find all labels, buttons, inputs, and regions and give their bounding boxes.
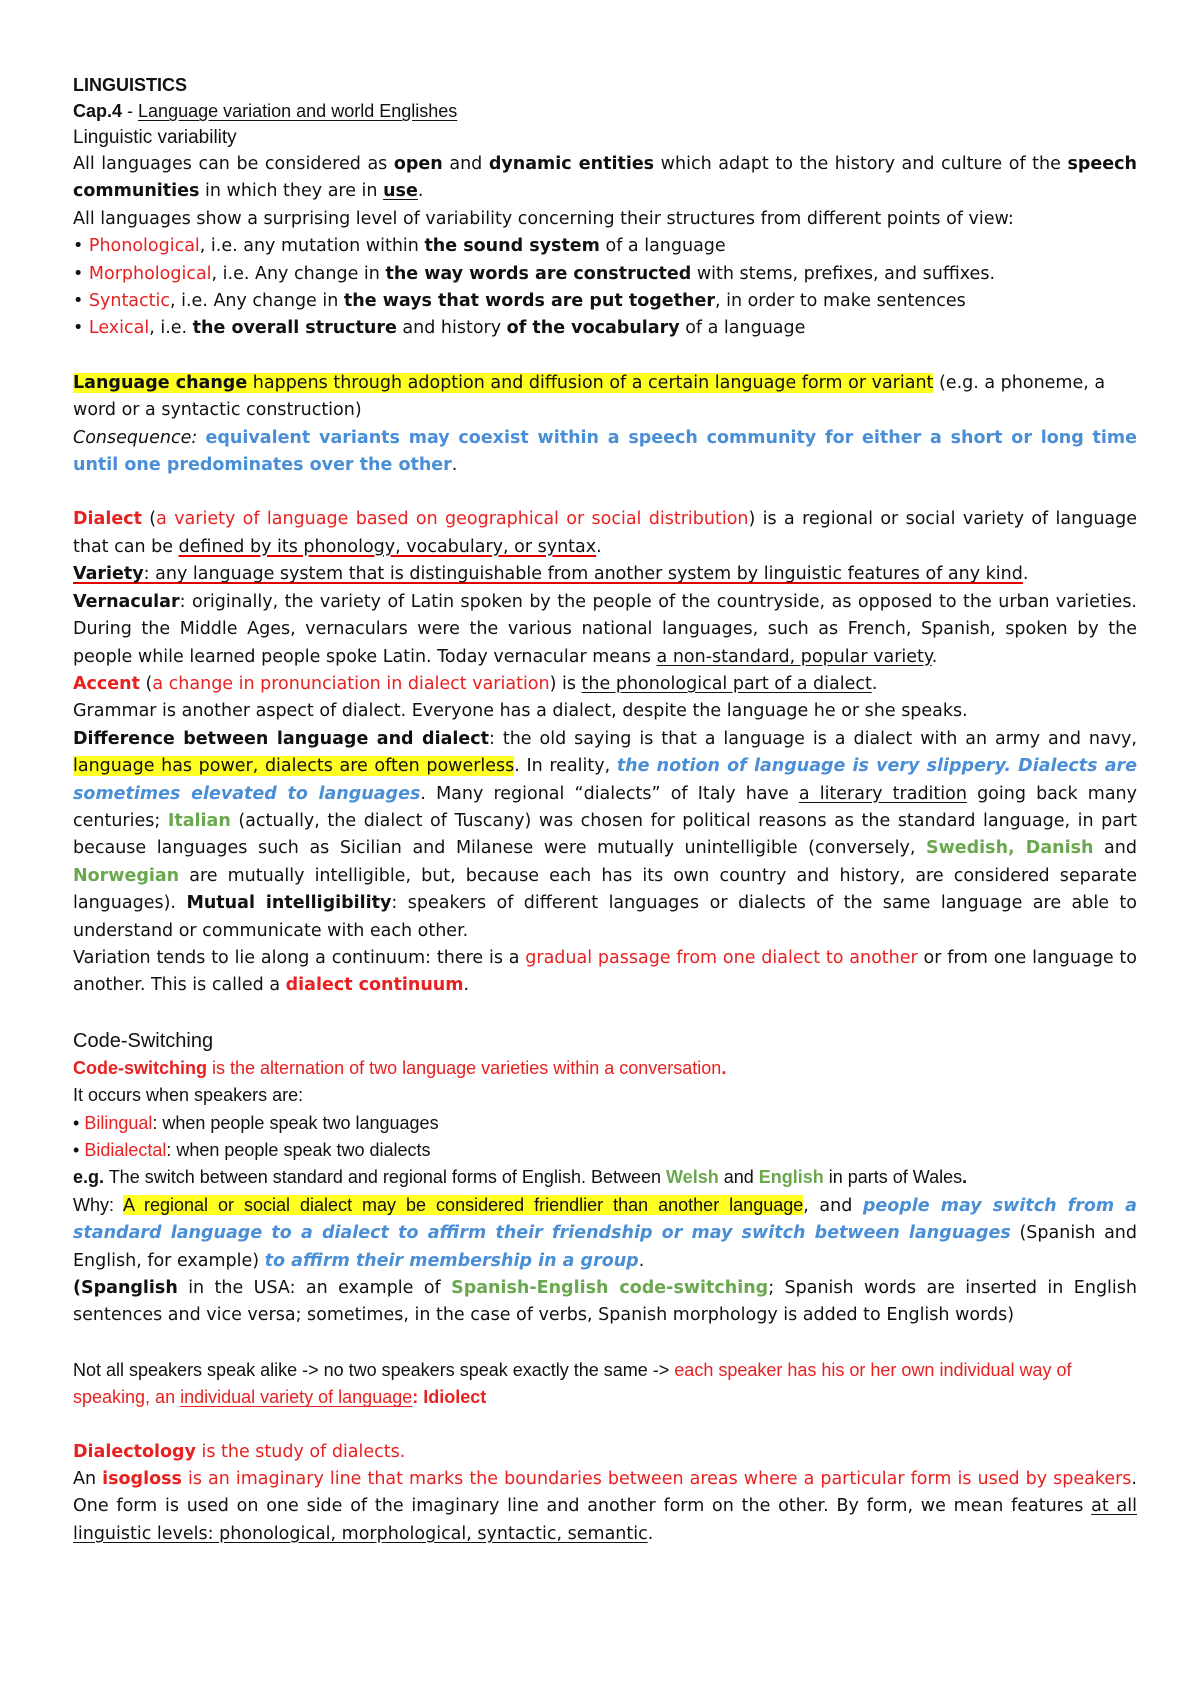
label-consequence: Consequence: bbox=[73, 427, 206, 448]
term: the sound system bbox=[424, 236, 600, 257]
text: of a language bbox=[679, 318, 806, 339]
document-title bbox=[73, 72, 1137, 98]
term-code-switching: Code-switching bbox=[73, 1057, 207, 1078]
document-page bbox=[73, 72, 1137, 1548]
term: the way words are constructed bbox=[385, 263, 692, 284]
text: and history bbox=[396, 318, 507, 339]
text: . One form is used on one side of the imaginary line and another form on the other. By form, we mean features bbox=[73, 1469, 1137, 1517]
text: , and bbox=[803, 1195, 863, 1216]
difference-paragraph bbox=[73, 726, 1137, 945]
chapter-number: Cap.4 bbox=[73, 101, 123, 121]
term-open: open bbox=[393, 154, 443, 174]
bullet: • bbox=[73, 1112, 85, 1133]
text: . bbox=[451, 455, 458, 476]
green-term: Welsh bbox=[666, 1167, 719, 1188]
text: . bbox=[931, 646, 938, 667]
text: (e.g. a phoneme, a word or a syntactic construction) bbox=[73, 372, 1106, 421]
bullet: • bbox=[73, 291, 89, 312]
term: Lexical bbox=[88, 318, 150, 339]
bullet-phonological bbox=[73, 233, 1137, 260]
term: Bilingual bbox=[84, 1112, 153, 1133]
title-text: LINGUISTICS bbox=[73, 75, 188, 95]
text: : bbox=[412, 1387, 424, 1408]
example-line bbox=[73, 1164, 1137, 1191]
term-speech-communities: speech communities bbox=[73, 154, 1137, 202]
why-paragraph bbox=[73, 1192, 1137, 1275]
heading-text: Code-Switching bbox=[73, 1029, 214, 1052]
term: the ways that words are put together bbox=[343, 291, 715, 312]
underlined-text: defined by its phonology, vocabulary, or syntax bbox=[178, 536, 597, 557]
dialect-definition bbox=[73, 506, 1137, 561]
highlighted-text: happens through adoption and diffusion of a certain language form or variant bbox=[247, 372, 934, 393]
spacer bbox=[73, 1330, 1137, 1357]
text: which adapt to the history and culture of the bbox=[654, 154, 1068, 174]
text: are mutually intelligible, but, because each has its own country and history, are considered separate languages). bbox=[73, 865, 1137, 914]
term-isogloss: isogloss bbox=[102, 1469, 182, 1490]
dialectology-definition bbox=[73, 1439, 1137, 1466]
green-term: Swedish, Danish bbox=[926, 838, 1094, 859]
text: ( bbox=[139, 673, 153, 694]
term-language-change: Language change bbox=[73, 372, 248, 393]
underlined-text: at all linguistic levels: phonological, morphological, syntactic, semantic bbox=[73, 1496, 1137, 1544]
continuum-paragraph bbox=[73, 945, 1137, 1000]
text: ) is a regional or social variety of language that can be bbox=[73, 509, 1138, 557]
consequence-text: equivalent variants may coexist within a speech community for either a short or long time until one predominates over the other bbox=[73, 427, 1137, 476]
text: (actually, the dialect of Tuscany) was chosen for political reasons as the standard language, in part because languages such as Sicilian and Milanese were mutually unintelligible (conversely, bbox=[73, 810, 1137, 859]
text: . bbox=[596, 536, 602, 557]
spacer bbox=[73, 343, 1137, 370]
bullet-bidialectal bbox=[73, 1137, 1137, 1164]
red-text: each speaker has his or her own individual way of speaking, an bbox=[73, 1359, 1072, 1408]
text: , in order to make sentences bbox=[714, 291, 966, 312]
idiolect-paragraph bbox=[73, 1357, 1137, 1412]
text: in which they are in bbox=[199, 181, 384, 202]
text: . bbox=[463, 975, 470, 996]
text: Not all speakers speak alike -> no two speakers speak exactly the same -> bbox=[73, 1359, 675, 1380]
text: in parts of Wales bbox=[823, 1167, 963, 1188]
text: . bbox=[638, 1250, 645, 1271]
text: : speakers of different languages or dialects of the same language are able to understand or communicate with each other. bbox=[73, 893, 1137, 941]
green-term: Italian bbox=[167, 810, 231, 831]
term-vernacular: Vernacular bbox=[73, 591, 180, 612]
term-spanglish: (Spanglish bbox=[73, 1278, 178, 1299]
highlighted-text: language has power, dialects are often powerless bbox=[73, 756, 515, 777]
bullet: • bbox=[73, 236, 89, 257]
definition: is an imaginary line that marks the boundaries between areas where a particular form is used by speakers bbox=[181, 1469, 1132, 1490]
term: Bidialectal bbox=[84, 1140, 167, 1160]
text: ) is bbox=[549, 673, 582, 694]
spanglish-paragraph bbox=[73, 1275, 1137, 1330]
grammar-sentence: Grammar is another aspect of dialect. Everyone has a dialect, despite the language he or she speaks. bbox=[73, 701, 968, 722]
text: : bbox=[143, 564, 156, 585]
term-dialectology: Dialectology bbox=[73, 1441, 196, 1462]
accent-definition bbox=[73, 671, 1137, 698]
text: (Spanish and English, for example) bbox=[73, 1223, 1137, 1271]
bullet: • bbox=[73, 263, 89, 284]
definition: is the alternation of two language varieties within a conversation bbox=[207, 1057, 722, 1078]
green-term: English bbox=[758, 1167, 824, 1188]
spacer bbox=[73, 479, 1137, 506]
definition: any language system that is distinguishable from another system by linguistic features of any kind bbox=[155, 564, 1023, 585]
consequence-paragraph bbox=[73, 425, 1137, 480]
blue-text: the notion of language is very slippery. Dialects are sometimes elevated to languages bbox=[73, 756, 1137, 804]
term: Syntactic bbox=[88, 291, 170, 312]
text: : the old saying is that a language is a dialect with an army and navy, bbox=[489, 728, 1137, 749]
green-term: Spanish-English code-switching bbox=[451, 1278, 769, 1299]
bullet-lexical bbox=[73, 315, 1137, 342]
text: : when people speak two languages bbox=[152, 1112, 439, 1133]
definition: a variety of language based on geographical or social distribution bbox=[156, 509, 749, 530]
text: of a language bbox=[599, 236, 726, 257]
chapter-line bbox=[73, 98, 1137, 124]
text: with stems, prefixes, and suffixes. bbox=[691, 263, 996, 284]
text: and bbox=[718, 1167, 759, 1188]
bullet-syntactic bbox=[73, 288, 1137, 315]
blue-text: to affirm their membership in a group bbox=[264, 1250, 639, 1271]
term: Morphological bbox=[88, 263, 212, 284]
bullet-bilingual bbox=[73, 1110, 1137, 1137]
underlined-text: individual variety of language bbox=[180, 1387, 413, 1408]
code-switching-definition bbox=[73, 1055, 1137, 1082]
text: . bbox=[871, 673, 878, 694]
text: Variation tends to lie along a continuum: there is a bbox=[73, 947, 526, 968]
term-dialect: Dialect bbox=[73, 509, 142, 530]
chapter-subtitle: Language variation and world Englishes bbox=[138, 101, 458, 121]
bullet: • bbox=[73, 1140, 85, 1160]
term-dynamic-entities: dynamic entities bbox=[488, 154, 655, 174]
text: , i.e. Any change in bbox=[170, 291, 344, 312]
red-text: gradual passage from one dialect to another bbox=[525, 947, 918, 968]
heading-text: Linguistic variability bbox=[73, 127, 237, 148]
highlighted-text: A regional or social dialect may be considered friendlier than another language bbox=[123, 1194, 804, 1215]
text: and bbox=[442, 154, 489, 174]
text: . bbox=[647, 1523, 654, 1544]
term-mutual-intelligibility: Mutual intelligibility bbox=[186, 893, 392, 914]
spacer bbox=[73, 1412, 1137, 1439]
text: . bbox=[721, 1057, 727, 1078]
term-use: use bbox=[383, 181, 418, 202]
term-difference: Difference between language and dialect bbox=[73, 728, 489, 749]
underlined-text: a non-standard, popular variety bbox=[656, 646, 932, 667]
term: the overall structure bbox=[192, 318, 397, 339]
bullet-morphological bbox=[73, 261, 1137, 288]
text: or from one language to another. This is called a bbox=[73, 947, 1137, 996]
term-idiolect: Idiolect bbox=[423, 1387, 487, 1408]
term: of the vocabulary bbox=[506, 318, 680, 339]
text: , i.e. Any change in bbox=[211, 263, 386, 284]
text: All languages can be considered as bbox=[73, 154, 394, 174]
underlined-text: the phonological part of a dialect bbox=[581, 673, 872, 694]
text: ( bbox=[141, 509, 157, 530]
green-term: Norwegian bbox=[73, 865, 180, 886]
label-why: Why: bbox=[73, 1194, 123, 1215]
definition: a change in pronunciation in dialect variation bbox=[152, 673, 550, 694]
text: . bbox=[1022, 564, 1029, 585]
text: An bbox=[73, 1469, 103, 1490]
term-accent: Accent bbox=[73, 673, 140, 694]
term-dialect-continuum: dialect continuum bbox=[285, 975, 464, 996]
text: and bbox=[1093, 838, 1137, 859]
vernacular-definition bbox=[73, 589, 1137, 671]
text: ; Spanish words are inserted in English sentences and vice versa; sometimes, in the case of verbs, Spanish morphology is added to English words) bbox=[73, 1278, 1137, 1326]
text: . bbox=[962, 1167, 968, 1188]
text: . In reality, bbox=[514, 756, 617, 777]
spacer bbox=[73, 1000, 1137, 1027]
isogloss-paragraph bbox=[73, 1466, 1137, 1548]
term: Phonological bbox=[88, 236, 200, 257]
text: . bbox=[417, 181, 424, 202]
text: : when people speak two dialects bbox=[166, 1140, 431, 1160]
text: : originally, the variety of Latin spoken by the people of the countryside, as opposed to the urban varieties. During the Middle Ages, vernaculars were the various national languages, such as French, Spanish, spoken by the people while learned people spoke Latin. Today vernacular means bbox=[73, 591, 1137, 667]
underlined-text: a literary tradition bbox=[798, 783, 967, 804]
section-heading-variability bbox=[73, 124, 1137, 151]
text: , i.e. any mutation within bbox=[199, 236, 425, 257]
variability-paragraph bbox=[73, 151, 1137, 206]
variety-definition bbox=[73, 561, 1137, 588]
text: . Many regional “dialects” of Italy have bbox=[420, 783, 799, 804]
blue-text: people may switch from a standard language to a dialect to affirm their friendship or may switch between languages bbox=[73, 1195, 1137, 1244]
chapter-dash: - bbox=[122, 101, 139, 121]
bullet: • bbox=[73, 318, 89, 339]
term-variety: Variety bbox=[73, 564, 144, 585]
definition: is the study of dialects. bbox=[195, 1441, 406, 1462]
text: The switch between standard and regional forms of English. Between bbox=[104, 1167, 667, 1188]
text: in the USA bbox=[177, 1278, 290, 1299]
text: : an example of bbox=[289, 1278, 452, 1299]
label-eg: e.g. bbox=[73, 1167, 105, 1188]
language-change-paragraph bbox=[73, 370, 1137, 425]
variability-intro: All languages show a surprising level of variability concerning their structures from different points of view: bbox=[73, 208, 1014, 229]
text: going back many centuries; bbox=[73, 783, 1138, 831]
text: , i.e. bbox=[149, 318, 193, 339]
section-heading-code-switching bbox=[73, 1027, 1137, 1055]
occurs-line: It occurs when speakers are: bbox=[73, 1085, 304, 1106]
